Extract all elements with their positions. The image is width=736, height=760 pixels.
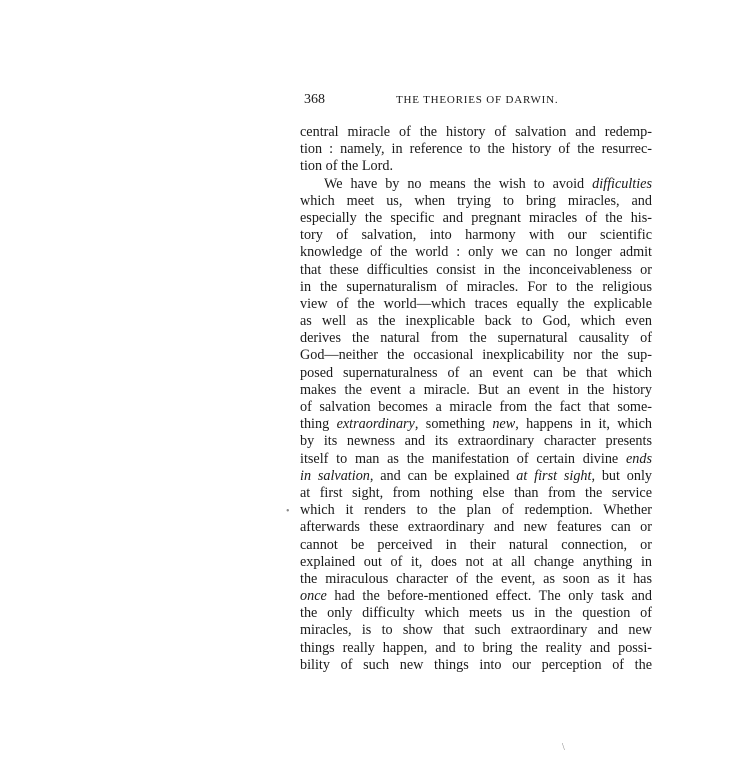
text-line: We have by no means the wish to avoid difficulties — [324, 175, 652, 192]
text-line: central miracle of the history of salvation and redemp- — [300, 124, 652, 140]
italic-emphasis: at first sight — [516, 467, 592, 484]
text-line: in the supernaturalism of miracles. For to the religious — [300, 278, 652, 295]
margin-speck: • — [286, 506, 290, 517]
text-line: of salvation becomes a miracle from the fact that some- — [300, 399, 652, 415]
page-number: 368 — [304, 92, 325, 107]
text-line: which meet us, when trying to bring miracles, and — [300, 192, 652, 209]
page-speck: \ — [562, 742, 565, 753]
text-line: tion : namely, in reference to the history of the resurrec- — [300, 141, 652, 158]
running-head — [304, 92, 652, 110]
italic-emphasis: new — [492, 416, 516, 433]
text-line: cannot be perceived in their natural connection, or — [300, 536, 652, 553]
text-line: afterwards these extraordinary and new features can or — [300, 519, 652, 536]
text-line: God—neither the occasional inexplicability nor the sup- — [300, 347, 652, 364]
text-line: tory of salvation, into harmony with our scientific — [300, 227, 652, 244]
text-line: at first sight, from nothing else than from the service — [300, 484, 652, 501]
italic-emphasis: extraordinary — [336, 416, 415, 433]
text-line: once had the before-mentioned effect. The only task and — [300, 588, 652, 605]
body-text — [300, 124, 652, 674]
text-line: itself to man as the manifestation of certain divine ends — [300, 450, 652, 467]
text-line: the miraculous character of the event, as soon as it has — [300, 570, 652, 587]
text-line: thing extraordinary, something new, happens in it, which — [300, 416, 652, 433]
text-line: view of the world—which traces equally the explicable — [300, 295, 652, 312]
text-line: explained out of it, does not at all change anything in — [300, 553, 652, 570]
italic-emphasis: difficulties — [592, 175, 652, 192]
text-line: as well as the inexplicable back to God, which even — [300, 313, 652, 330]
text-line: miracles, is to show that such extraordinary and new — [300, 622, 652, 639]
text-line: makes the event a miracle. But an event in the history — [300, 381, 652, 398]
text-line: posed supernaturalness of an event can be that which — [300, 364, 652, 381]
text-line: by its newness and its extraordinary character presents — [300, 433, 652, 450]
text-line: derives the natural from the supernatural causality of — [300, 330, 652, 347]
italic-emphasis: ends — [625, 450, 652, 467]
text-line: which it renders to the plan of redemption. Whether — [300, 502, 652, 519]
running-title: THE THEORIES OF DARWIN. — [396, 94, 559, 106]
italic-emphasis: in salvation — [300, 467, 370, 484]
text-line: tion of the Lord. — [300, 158, 393, 175]
text-line: the only difficulty which meets us in the question of — [300, 605, 652, 622]
text-line: that these difficulties consist in the inconceivableness or — [300, 261, 652, 278]
text-line: knowledge of the world : only we can no longer admit — [300, 244, 652, 261]
text-line: bility of such new things into our perception of the — [300, 656, 652, 673]
text-line: especially the specific and pregnant miracles of the his- — [300, 209, 652, 226]
italic-emphasis: once — [300, 588, 327, 605]
text-line: things really happen, and to bring the reality and possi- — [300, 639, 652, 656]
text-line: in salvation, and can be explained at first sight, but only — [300, 467, 653, 484]
